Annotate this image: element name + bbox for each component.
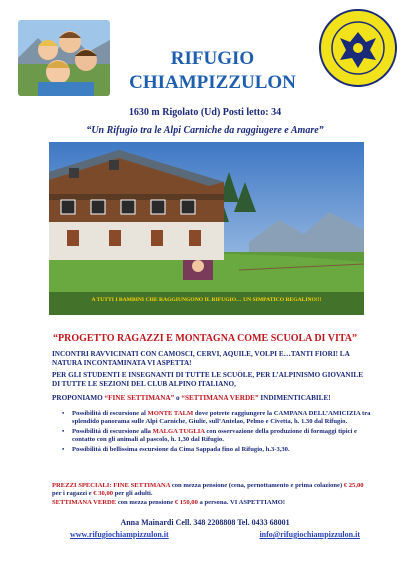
excursion-list: [62, 410, 372, 455]
proposal-paragraph: [52, 394, 372, 403]
special-prices: PREZZI SPECIALI: FINE SETTIMANA con mezza pensione (cena, pernottamento e prima colazione) € 25,00 per i ragazzi e € 30,00 per gli adulti. SETTIMANA VERDE con mezza pensione € 150,00 a persona. VI ASPETTIAMO!: [52, 482, 364, 506]
website-link[interactable]: www.rifugiochiampizzulon.it: [70, 530, 169, 539]
weekend-highlight: “FINE SETTIMANA”: [104, 394, 175, 402]
photo-banner: A TUTTI I BAMBINI CHE RAGGIUNGONO IL RIFUGIO… UN SIMPATICO REGALINO!!!: [91, 297, 322, 303]
price-kids: € 25,00: [343, 482, 364, 489]
cai-logo: [318, 8, 398, 88]
price-week: € 150,00: [174, 498, 198, 506]
list-item: • Possibilità di escursione al MONTE TALM dove potrete raggiungere la CAMPANA DELL’AMICIZIA tra splendido panorama sulle Alpi Carniche, Giulie, sull’Antelao, Pelmo e Civetta, h. 1.30 dal Rifugio.: [62, 410, 372, 427]
altitude-location-beds: 1630 m Rigolato (Ud) Posti letto: 34: [128, 107, 282, 118]
email-link[interactable]: info@rifugiochiampizzulon.it: [259, 530, 360, 539]
contact-links: [70, 530, 360, 539]
list-item: • Possibilità di bellissima escursione da Cima Sappada fino al Rifugio, h.3-3,30.: [62, 446, 372, 454]
page-title-line2: CHIAMPIZZULON: [129, 72, 296, 93]
page-title-line1: RIFUGIO: [170, 48, 255, 69]
slogan: “Un Rifugio tra le Alpi Carniche da raggiugere e Amare”: [86, 125, 324, 136]
weekend-label: FINE SETTIMANA: [113, 482, 171, 489]
refuge-photo: [49, 142, 364, 315]
project-title: “PROGETTO RAGAZZI E MONTAGNA COME SCUOLA DI VITA”: [52, 333, 358, 344]
contact-line: Anna Mainardi Cell. 348 2208808 Tel. 0433 68001: [120, 518, 290, 527]
intro-paragraph: INCONTRI RAVVICINATI CON CAMOSCI, CERVI, AQUILE, VOLPI E…TANTI FIORI! LA NATURA INCONTAMINATA VI ASPETTA!: [52, 350, 350, 367]
audience-paragraph: PER GLI STUDENTI E INSEGNANTI DI TUTTE LE SCUOLE, PER L’ALPINISMO GIOVANILE DI TUTTE LE SEZIONI DEL CLUB ALPINO ITALIANO,: [52, 371, 364, 388]
green-week-highlight: “SETTIMANA VERDE”: [181, 394, 259, 402]
proposal-text-a: PROPONIAMO: [52, 394, 105, 402]
prices-label: PREZZI SPECIALI:: [52, 482, 112, 489]
proposal-text-c: o: [174, 394, 182, 402]
list-item: • Possibilità di escursione alla MALGA TUGLIA con osservazione della produzione di formaggi tipici e contatto con gli animali al pascolo, h. 1,30 dal Rifugio.: [62, 428, 372, 445]
proposal-text-e: INDIMENTICABILE!: [258, 394, 331, 402]
children-photo: [18, 20, 110, 96]
green-week-label: SETTIMANA VERDE: [52, 498, 117, 506]
price-adults: € 30,00: [93, 490, 114, 498]
